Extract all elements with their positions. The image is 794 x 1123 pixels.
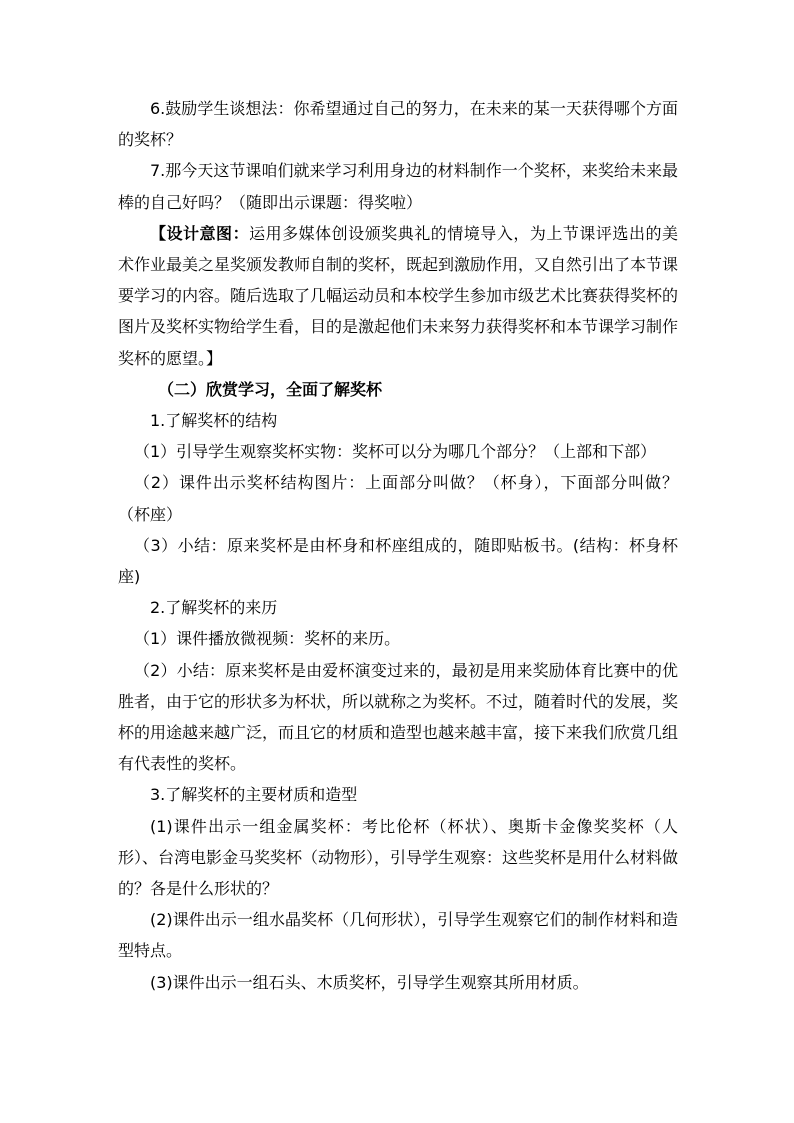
- paragraph-6: 6.鼓励学生谈想法：你希望通过自己的努力，在未来的某一天获得哪个方面的奖杯？: [118, 99, 678, 150]
- history-title: 2.了解奖杯的来历: [150, 598, 278, 618]
- document-page: [118, 93, 678, 998]
- materials-item-2: (2)课件出示一组水晶奖杯（几何形状），引导学生观察它们的制作材料和造型特点。: [118, 910, 678, 961]
- materials-item-3: (3)课件出示一组石头、木质奖杯，引导学生观察其所用材质。: [150, 972, 589, 992]
- section-heading: （二）欣赏学习，全面了解奖杯: [158, 379, 383, 399]
- history-item-1: （1）课件播放微视频：奖杯的来历。: [134, 629, 401, 649]
- structure-item-3: （3）小结：原来奖杯是由杯身和杯座组成的，随即贴板书。(结构：杯身杯座): [118, 535, 678, 587]
- design-intent-label: 【设计意图：: [150, 223, 250, 243]
- design-intent-body: 运用多媒体创设颁奖典礼的情境导入，为上节课评选出的美术作业最美之星奖颁发教师自制的奖杯，既起到激励作用，又自然引出了本节课要学习的内容。随后选取了几幅运动员和本校学生参加市级艺术比赛获得奖杯的图片及奖杯实物给学生看，目的是激起他们未来努力获得奖杯和本节课学习制作奖杯的愿望。】: [118, 223, 679, 368]
- structure-title: 1.了解奖杯的结构: [150, 411, 278, 431]
- materials-item-1: (1)课件出示一组金属奖杯：考比伦杯（杯状）、奥斯卡金像奖奖杯（人形）、台湾电影金马奖奖杯（动物形），引导学生观察：这些奖杯是用什么材料做的？各是什么形状的？: [118, 816, 679, 899]
- structure-item-1: （1）引导学生观察奖杯实物：奖杯可以分为哪几个部分？（上部和下部）: [134, 442, 657, 462]
- structure-item-2: （2）课件出示奖杯结构图片：上面部分叫做？（杯身），下面部分叫做？（杯座）: [118, 473, 678, 524]
- history-item-2: （2）小结：原来奖杯是由爱杯演变过来的，最初是用来奖励体育比赛中的优胜者，由于它的形状多为杯状，所以就称之为奖杯。不过，随着时代的发展，奖杯的用途越来越广泛，而且它的材质和造型也越来越丰富，接下来我们欣赏几组有代表性的奖杯。: [118, 660, 679, 774]
- paragraph-7: 7.那今天这节课咱们就来学习利用身边的材料制作一个奖杯，来奖给未来最棒的自己好吗？（随即出示课题：得奖啦）: [118, 161, 678, 212]
- materials-title: 3.了解奖杯的主要材质和造型: [150, 785, 358, 805]
- design-intent-paragraph: [118, 218, 678, 374]
